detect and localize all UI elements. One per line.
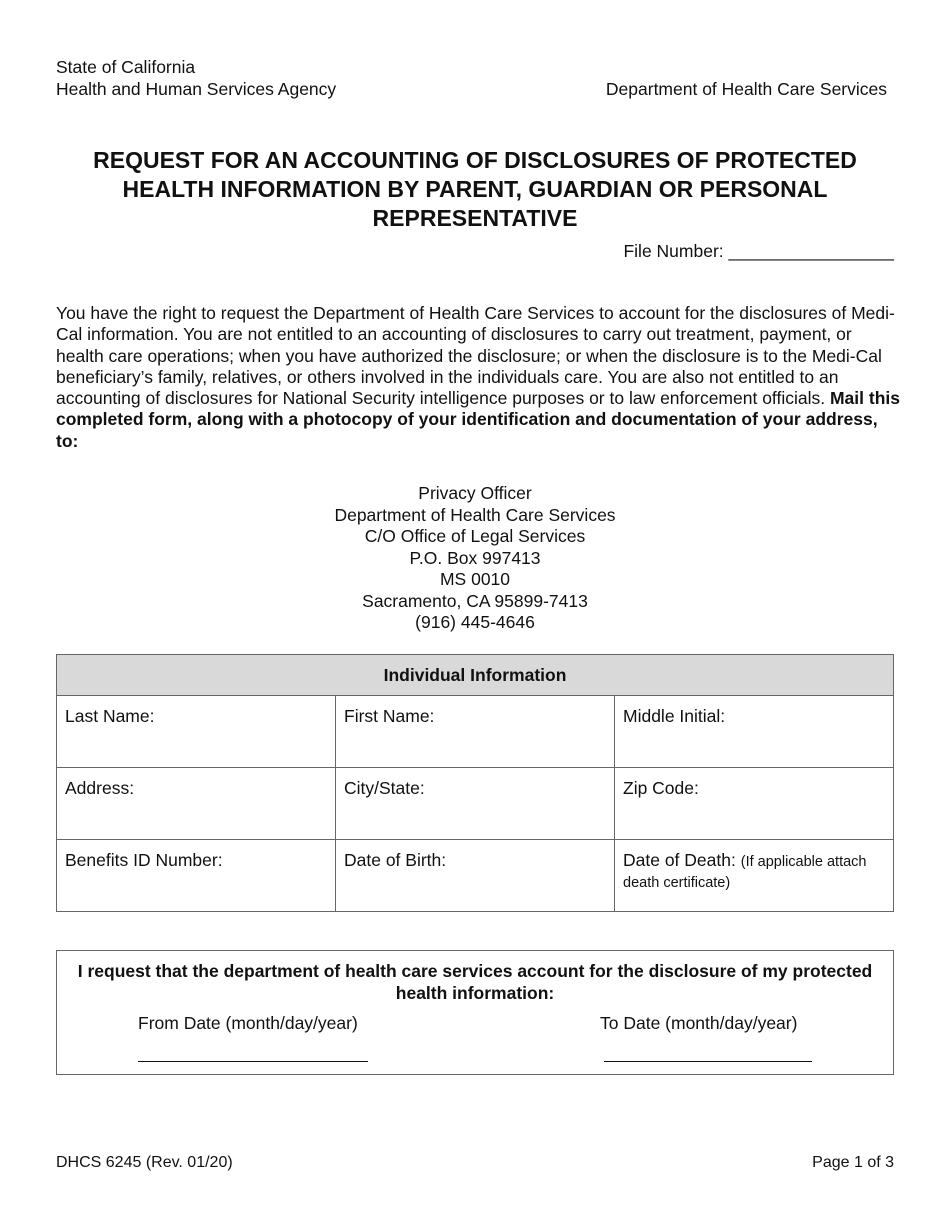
date-of-death-field[interactable] <box>615 840 894 912</box>
intro-paragraph <box>56 303 901 452</box>
intro-text: You have the right to request the Department of Health Care Services to account for the disclosures of Medi-Cal information. You are not entitled to an accounting of disclosures to carry out treatment, payment, or health care operations; when you have authorized the disclosure; or when the disclosure is to the Medi-Cal beneficiary’s family, relatives, or others involved in the individuals care. You are also not entitled to an accounting of disclosures for National Security intelligence purposes or to law enforcement officials. <box>56 303 895 409</box>
first-name-label: First Name: <box>344 706 435 726</box>
page-number: Page 1 of 3 <box>812 1154 894 1171</box>
title-line-1: REQUEST FOR AN ACCOUNTING OF DISCLOSURES OF PROTECTED <box>93 147 857 173</box>
to-date-label: To Date (month/day/year) <box>600 1013 798 1033</box>
agency-name: Health and Human Services Agency <box>56 79 337 99</box>
city-state-field[interactable] <box>336 768 615 840</box>
address-line: P.O. Box 997413 <box>409 547 541 568</box>
to-date-field[interactable] <box>604 1061 812 1062</box>
request-box <box>56 950 894 1075</box>
state-name: State of California <box>56 57 196 77</box>
title-line-3: REPRESENTATIVE <box>372 205 578 231</box>
date-of-birth-label: Date of Birth: <box>344 850 447 870</box>
address-line: (916) 445-4646 <box>415 612 535 632</box>
last-name-field[interactable] <box>57 696 336 768</box>
title-line-2: HEALTH INFORMATION BY PARENT, GUARDIAN OR PERSONAL <box>122 176 828 202</box>
date-of-death-note: (If applicable attach death certificate) <box>623 854 867 891</box>
address-line: Department of Health Care Services <box>334 504 616 525</box>
file-number-field[interactable]: _________________ <box>728 241 894 261</box>
date-of-death-label: Date of Death: <box>623 850 736 870</box>
address-field[interactable] <box>57 768 336 840</box>
address-line: Privacy Officer <box>418 483 532 503</box>
address-label: Address: <box>65 778 135 798</box>
address-line: MS 0010 <box>439 569 511 589</box>
intro-mail-instruction: Mail this completed form, along with a photocopy of your identification and documentation of your address, to: <box>56 388 900 451</box>
address-line: Sacramento, CA 95899-7413 <box>362 590 588 611</box>
form-id: DHCS 6245 (Rev. 01/20) <box>56 1154 233 1171</box>
middle-initial-field[interactable] <box>615 696 894 768</box>
from-date-label: From Date (month/day/year) <box>138 1013 358 1033</box>
first-name-field[interactable] <box>336 696 615 768</box>
individual-information-table <box>56 654 894 912</box>
date-of-birth-field[interactable] <box>336 840 615 912</box>
header-left <box>56 56 336 100</box>
individual-information-heading: Individual Information <box>57 655 894 696</box>
middle-initial-label: Middle Initial: <box>623 706 726 726</box>
zip-code-label: Zip Code: <box>623 778 699 798</box>
benefits-id-label: Benefits ID Number: <box>65 850 223 870</box>
last-name-label: Last Name: <box>65 706 155 726</box>
file-number <box>623 241 894 262</box>
city-state-label: City/State: <box>344 778 425 798</box>
benefits-id-field[interactable] <box>57 840 336 912</box>
file-number-label: File Number: <box>623 241 724 261</box>
address-line: C/O Office of Legal Services <box>364 526 586 546</box>
department-name: Department of Health Care Services <box>605 79 887 99</box>
form-title <box>40 146 910 233</box>
from-date-field[interactable] <box>138 1061 368 1062</box>
zip-code-field[interactable] <box>615 768 894 840</box>
request-statement: I request that the department of health care services account for the disclosure of my protected health information: <box>77 961 873 1003</box>
mailing-address <box>200 483 750 634</box>
